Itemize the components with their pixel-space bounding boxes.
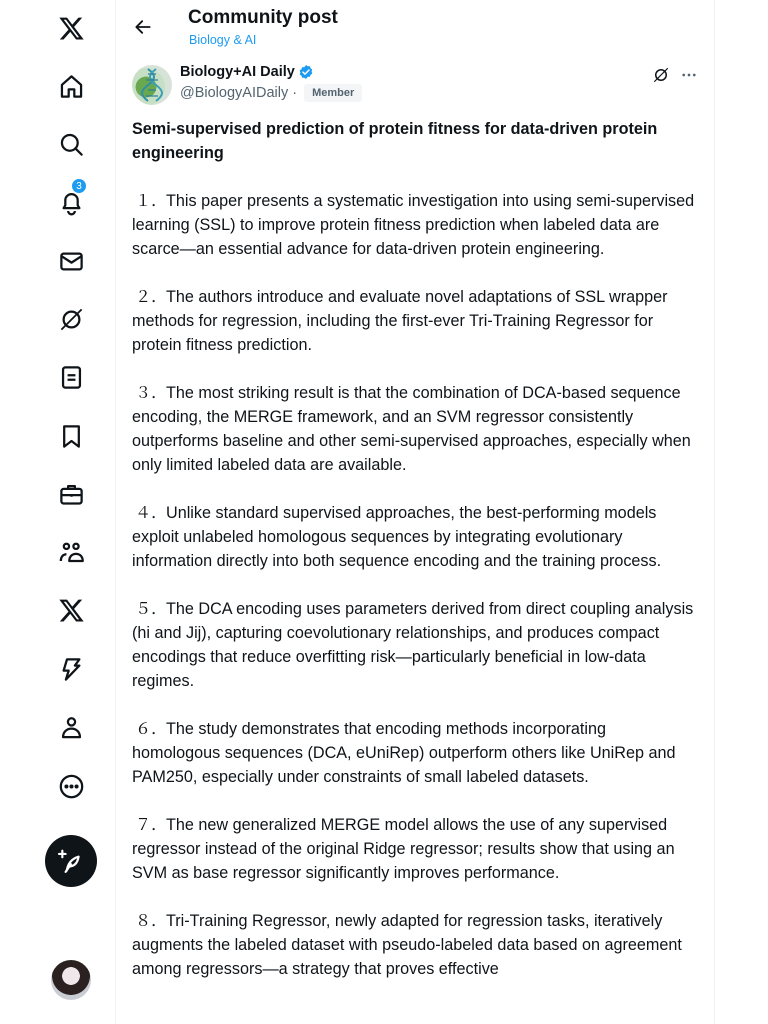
post-body (116, 114, 714, 981)
briefcase-icon (58, 481, 85, 508)
bookmark-icon (58, 423, 85, 450)
arrow-left-icon (133, 17, 153, 37)
search-icon (58, 131, 85, 158)
notification-badge: 3 (71, 178, 87, 194)
author-handle[interactable]: @BiologyAIDaily (180, 85, 289, 101)
feather-plus-icon (58, 848, 84, 874)
profile-icon (58, 714, 85, 741)
grok-icon (58, 306, 85, 333)
paragraph-text: The study demonstrates that encoding methods incorporating homologous sequences (DCA, eUniRep) outperform others like UniRep and PAM250, especially under constraints of small labeled datasets. (132, 720, 676, 786)
more-circle-icon (58, 773, 85, 800)
sidebar-item-home[interactable] (42, 62, 100, 110)
author-avatar[interactable] (132, 65, 172, 105)
page-title: Community post (188, 7, 338, 28)
paragraph-text: The most striking result is that the combination of DCA-based sequence encoding, the MERGE framework, and an SVM regressor consistently outperforms baseline and other semi-supervised approaches, especially when only limited labeled data are available. (132, 384, 691, 474)
post-paragraph (132, 909, 698, 981)
paragraph-number: ６． (135, 720, 168, 738)
author-handle-row (180, 84, 362, 102)
post-paragraph (132, 501, 698, 573)
verified-badge-icon (298, 64, 314, 80)
account-avatar[interactable] (51, 960, 91, 1000)
post-paragraph (132, 381, 698, 477)
paragraph-number: ４． (135, 504, 168, 522)
sidebar-item-profile[interactable] (42, 703, 100, 751)
lightning-icon (58, 656, 85, 683)
paragraph-number: ３． (135, 384, 168, 402)
sidebar-item-messages[interactable] (42, 237, 100, 285)
separator-dot: · (292, 85, 298, 101)
post-title: Semi-supervised prediction of protein fitness for data-driven protein engineering (132, 120, 658, 162)
sidebar-item-communities[interactable] (42, 528, 100, 576)
compose-post-button[interactable] (45, 835, 97, 887)
sidebar-item-jobs[interactable] (42, 470, 100, 518)
post-actions (652, 66, 698, 84)
sidebar-item-notifications[interactable] (42, 178, 100, 226)
sidebar (0, 0, 115, 1024)
sidebar-item-premium[interactable] (42, 586, 100, 634)
sidebar-item-verified-orgs[interactable] (42, 645, 100, 693)
paragraph-text: This paper presents a systematic investigation into using semi-supervised learning (SSL) to improve protein fitness prediction when labeled data are scarce—an essential advance for data-driven protein engineering. (132, 192, 695, 258)
paragraph-text: The new generalized MERGE model allows the use of any supervised regressor instead of the original Ridge regressor; results show that using an SVM as base regressor significantly improves performance. (132, 816, 675, 882)
dna-logo-icon (132, 65, 172, 105)
more-horizontal-icon (680, 66, 698, 84)
paragraph-text: Unlike standard supervised approaches, the best-performing models exploit unlabeled homologous sequences by integrating evolutionary information directly into both sequence encoding and the training process. (132, 504, 662, 570)
paragraph-number: １． (135, 192, 168, 210)
paragraph-text: The authors introduce and evaluate novel adaptations of SSL wrapper methods for regression, including the first-ever Tri-Training Regressor for protein fitness prediction. (132, 288, 668, 354)
paragraph-number: ８． (135, 912, 168, 930)
post-author-row (116, 56, 714, 114)
post-paragraph (132, 717, 698, 789)
post-paragraph (132, 285, 698, 357)
author-name-row (180, 64, 314, 80)
sidebar-item-more[interactable] (42, 762, 100, 810)
x-premium-icon (58, 597, 85, 624)
sidebar-item-lists[interactable] (42, 353, 100, 401)
paragraph-text: Tri-Training Regressor, newly adapted for regression tasks, iteratively augments the labeled dataset with pseudo-labeled data based on agreement among regressors—a strategy that proves effective (132, 912, 682, 978)
grok-button[interactable] (652, 66, 670, 84)
sidebar-item-bookmarks[interactable] (42, 412, 100, 460)
sidebar-item-explore[interactable] (42, 120, 100, 168)
community-link[interactable]: Biology & AI (189, 33, 257, 47)
paragraph-number: ５． (135, 600, 168, 618)
post-paragraph (132, 813, 698, 885)
mail-icon (58, 248, 85, 275)
communities-icon (58, 539, 85, 566)
author-name[interactable]: Biology+AI Daily (180, 64, 295, 80)
sidebar-item-grok[interactable] (42, 295, 100, 343)
paragraph-number: ２． (135, 288, 168, 306)
more-options-button[interactable] (680, 66, 698, 84)
main-column (115, 0, 715, 1024)
back-button[interactable] (128, 12, 158, 42)
x-logo-link[interactable] (42, 4, 100, 52)
home-icon (58, 73, 85, 100)
x-logo-icon (58, 15, 85, 42)
lists-icon (58, 364, 85, 391)
post-paragraph (132, 189, 698, 261)
paragraph-text: The DCA encoding uses parameters derived from direct coupling analysis (hi and Jij), capturing coevolutionary relationships, and produces compact encodings that reduce overfitting risk—particularly beneficial in low-data regimes. (132, 600, 694, 690)
paragraph-number: ７． (135, 816, 168, 834)
member-badge: Member (304, 84, 362, 102)
page-header (116, 0, 714, 56)
grok-icon (652, 66, 670, 84)
post-paragraph (132, 597, 698, 693)
